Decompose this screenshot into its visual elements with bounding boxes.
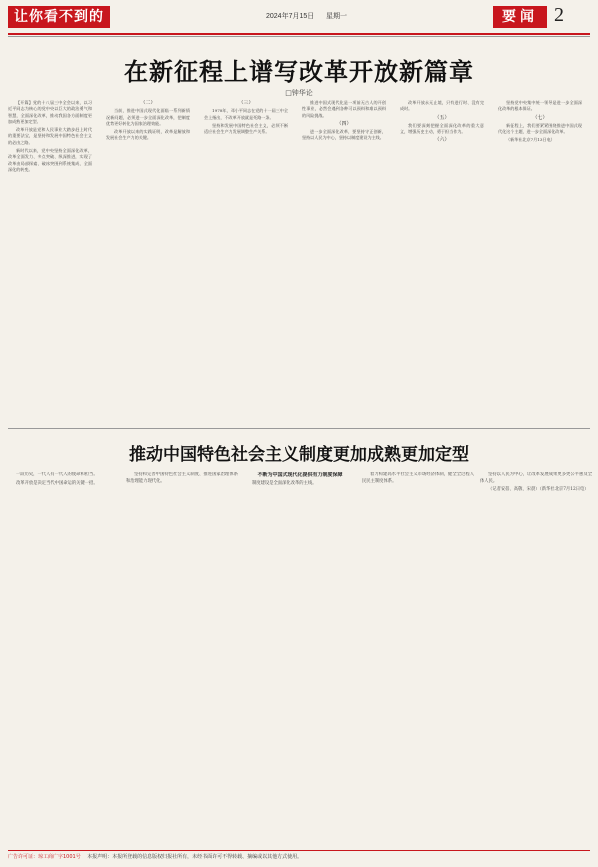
newspaper-logo: 让你看不到的 — [8, 6, 110, 28]
issue-date: 2024年7月15日 — [266, 13, 315, 20]
footer-ad-license: 广告许可证：琼工商广字1001号 — [8, 854, 81, 860]
paragraph: 1978年，邓小平同志在党的十一届三中全会上指出，不改革开放就是死路一条。 — [204, 108, 288, 120]
text-column — [8, 472, 120, 844]
paragraph: 进一步全面深化改革，要坚持守正创新，坚持以人民为中心，坚持以制度建设为主线。 — [302, 129, 386, 141]
paragraph: （记者安蓓、高敬、宋晨）（新华社北京7月12日电） — [488, 487, 589, 493]
paragraph: 改革开放是决定当代中国命运的关键一招。 — [16, 480, 98, 486]
section-heading: （五） — [434, 114, 450, 121]
text-column — [126, 472, 238, 844]
paragraph: 着力构建高水平社会主义市场经济体制，健全全过程人民民主制度体系。 — [362, 472, 474, 484]
text-column — [498, 100, 582, 420]
paragraph: 制度建设是全面深化改革的主线。 — [252, 480, 317, 486]
article-divider — [8, 428, 590, 429]
text-column — [106, 100, 190, 420]
paragraph: 改革开放是党和人民事业大踏步赶上时代的重要法宝，是坚持和发展中国特色社会主义的必由之路。 — [8, 127, 92, 145]
lead-headline: 在新征程上谱写改革开放新篇章 — [124, 57, 474, 86]
paragraph: 一段历史，一代人有一代人的使命和担当。 — [16, 472, 98, 477]
masthead-thin-rule — [8, 36, 590, 37]
second-headline: 推动中国特色社会主义制度更加成熟更加定型 — [129, 445, 469, 465]
footer-rule — [8, 850, 590, 851]
text-column — [480, 472, 592, 844]
section-heading: 不断为中国式现代化提供有力制度保障 — [257, 472, 343, 478]
issue-weekday: 星期一 — [326, 13, 347, 20]
paragraph: 新征程上，我们要紧紧围绕推进中国式现代化这个主题，进一步全面深化改革。 — [498, 122, 582, 135]
text-column — [362, 472, 474, 844]
text-column — [244, 472, 356, 844]
paragraph: 改革开放永无止境，只有进行时、没有完成时。 — [400, 100, 484, 112]
paragraph: 【开篇】党的十八届三中全会以来，以习近平同志为核心的党中央以巨大的政治勇气和智慧，全面深化改革，推动我国各方面制度更加成熟更加定型。 — [8, 100, 92, 124]
section-heading: （七） — [532, 114, 548, 121]
masthead-rule — [8, 33, 590, 35]
page-number: 2 — [554, 4, 564, 26]
paragraph: 坚持和完善中国特色社会主义制度、推进国家治理体系和治理能力现代化。 — [126, 472, 238, 484]
second-article-body — [8, 472, 590, 844]
section-heading: （四） — [336, 120, 352, 127]
section-tab: 要闻 — [493, 6, 547, 28]
paragraph: 新时代以来，党中央坚持全面深化改革，改革全面发力、多点突破、纵深推进，实现了改革由局部探索、破冰突围到系统集成、全面深化的转变。 — [8, 148, 92, 172]
text-column — [8, 100, 92, 420]
lead-byline: □钟华论 — [285, 89, 313, 97]
paragraph: 推进中国式现代化是一项前无古人的开创性事业，必然会遇到各种可以预料和难以预料的风险挑战。 — [302, 100, 386, 118]
text-column — [302, 100, 386, 420]
paragraph: 坚持和发展中国特色社会主义，必须不断适应社会生产力发展调整生产关系。 — [204, 122, 288, 135]
section-heading: （六） — [434, 137, 450, 144]
masthead — [8, 6, 590, 34]
paragraph: 我们要深刻把握全面深化改革的重大意义，增强历史主动，勇于担当作为。 — [400, 122, 484, 135]
paragraph: 改革开放以来的实践证明，改革是解放和发展社会生产力的关键。 — [106, 129, 190, 141]
section-heading: （二） — [140, 100, 156, 106]
paragraph: 坚持党中央集中统一领导是进一步全面深化改革的根本保证。 — [498, 100, 582, 112]
text-column — [400, 100, 484, 420]
page-footer — [8, 853, 590, 860]
section-heading: （三） — [238, 100, 254, 106]
paragraph: 坚持以人民为中心，让改革发展成果更多更公平惠及全体人民。 — [480, 472, 592, 484]
text-column — [204, 100, 288, 420]
paragraph: 当前，推进中国式现代化面临一系列新情况新问题，必须进一步全面深化改革，把制度优势更好转化为国家治理效能。 — [106, 108, 190, 126]
paragraph: （新华社北京7月13日电） — [506, 137, 555, 143]
lead-article-body — [8, 100, 590, 420]
footer-statement: 本报声明：本报所登载的信息版权归报社所有，未经书面许可不得转载、摘编或以其他方式使用。 — [87, 854, 303, 860]
